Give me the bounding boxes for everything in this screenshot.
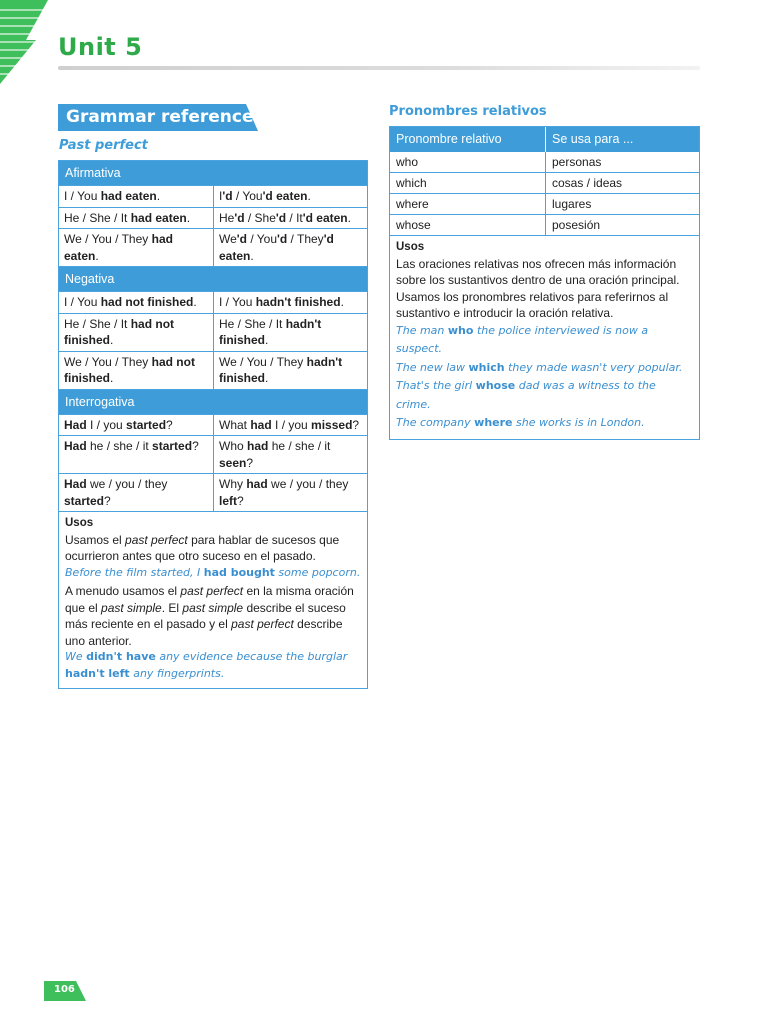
table-row (59, 474, 367, 512)
table-row (390, 152, 699, 173)
bold-text: hadn't finished (219, 354, 343, 385)
text-run: describe uno anterior. (65, 617, 343, 648)
text-run: We / You / They (219, 354, 307, 369)
table-cell: cosas / ideas (552, 176, 623, 190)
text-run: some popcorn. (274, 565, 361, 579)
table-cell: posesión (552, 218, 601, 232)
text-run: / You (232, 189, 263, 203)
past-perfect-table (58, 160, 368, 689)
text-run: she works is in London. (512, 416, 645, 429)
table-cell (214, 229, 367, 266)
text-run: . (347, 210, 351, 225)
text-run: . (193, 295, 197, 309)
text-run: dad was a witness to the crime. (396, 379, 656, 411)
table-cell (214, 352, 367, 389)
bold-text: had not finished (64, 316, 175, 347)
table-cell (59, 415, 214, 436)
table-cell: who (390, 152, 546, 172)
bold-text: seen (219, 455, 247, 470)
text-run: we / you / they (86, 477, 168, 491)
text-run: The new law (396, 360, 469, 374)
text-run: any evidence because the burglar (155, 650, 348, 663)
unit-title: Unit 5 (58, 33, 143, 61)
table-cell (59, 314, 214, 351)
text-run: We / You / They (64, 354, 152, 369)
bold-text: started (152, 439, 193, 453)
example-sentence (396, 377, 693, 414)
page-number: 106 (54, 984, 75, 995)
bold-text: started (126, 417, 167, 432)
bold-text: had eaten (130, 210, 187, 225)
bold-text: hadn't finished (255, 295, 341, 309)
bold-text: left (219, 493, 237, 508)
table-cell (59, 208, 214, 229)
text-run: A menudo usamos el (65, 584, 181, 598)
table-cell: whose (390, 215, 546, 235)
bold-text: who (447, 323, 474, 337)
italic-text: past simple (182, 600, 244, 615)
table-cell: lugares (552, 197, 592, 211)
table-row (59, 186, 367, 208)
bold-text: hadn't left (65, 666, 130, 680)
table-cell (214, 292, 367, 313)
text-run: I / you (86, 417, 127, 432)
table-cell (214, 436, 367, 473)
past-perfect-subtitle: Past perfect (59, 138, 148, 153)
table-cell (214, 415, 367, 436)
table-row (59, 314, 367, 352)
text-run: . (186, 210, 191, 225)
bold-text: Had (64, 477, 87, 491)
usos-box (390, 236, 699, 439)
text-run: . (250, 248, 254, 263)
text-run: ? (166, 417, 173, 432)
text-run: / It (286, 210, 303, 225)
text-run: he / she / it (268, 439, 331, 453)
text-run: ? (352, 417, 360, 432)
text-run: I / You (219, 295, 256, 309)
example-sentence (396, 414, 693, 433)
text-run: . (95, 248, 99, 263)
usage-paragraph (65, 532, 361, 565)
bold-text: started (64, 493, 105, 508)
text-run: Who (219, 439, 248, 453)
text-run: I / You (64, 189, 101, 203)
bold-text: had (246, 477, 268, 491)
text-run: / You (246, 232, 278, 246)
bold-text: had eaten (100, 189, 157, 203)
header-divider (58, 66, 700, 70)
table-row (390, 215, 699, 236)
table-row (390, 194, 699, 215)
text-run: en la misma oración que el (65, 584, 354, 615)
text-run: I / You (64, 295, 101, 309)
bold-text: 'd eaten (262, 189, 308, 203)
table-cell (59, 186, 214, 207)
text-run: I (219, 189, 223, 203)
text-run: the police interviewed is now a suspect. (396, 323, 649, 355)
usos-title: Usos (396, 241, 425, 253)
grammar-reference-title: Grammar reference (66, 107, 254, 127)
bold-text: 'd (275, 210, 287, 225)
italic-text: past perfect (125, 532, 188, 547)
text-run: he / she / it (86, 439, 153, 453)
bold-text: which (468, 360, 505, 374)
bold-text: hadn't finished (219, 316, 322, 347)
bold-text: 'd (236, 232, 247, 246)
bold-text: had eaten (64, 232, 173, 263)
text-run: I / you (271, 417, 312, 432)
relative-pronouns-title: Pronombres relativos (389, 104, 547, 119)
table-header-row (390, 127, 699, 152)
usage-paragraph (65, 583, 361, 649)
bold-text: missed (311, 417, 353, 432)
bold-text: 'd (222, 189, 233, 203)
text-run: Usamos el (65, 532, 126, 547)
column-header: Pronombre relativo (390, 127, 546, 152)
text-run: ? (104, 493, 111, 508)
bold-text: had (247, 439, 269, 453)
text-run: ? (237, 493, 244, 508)
bold-text: had (250, 417, 272, 432)
table-cell (214, 186, 367, 207)
table-cell (214, 314, 367, 351)
text-run: Why (219, 477, 247, 491)
example-sentence (396, 359, 693, 378)
bold-text: where (474, 416, 513, 429)
text-run: He / She / It (219, 316, 286, 331)
text-run: . (110, 333, 114, 347)
example-sentence (65, 565, 361, 582)
text-run: The man (396, 323, 448, 337)
text-run: We / You / They (64, 232, 152, 246)
bold-text: had not finished (100, 295, 194, 309)
table-row (59, 415, 367, 437)
text-run: . (307, 189, 311, 203)
example-sentence (65, 649, 361, 682)
text-run: We (219, 232, 237, 246)
usos-title: Usos (65, 517, 94, 529)
text-run: He / She / It (64, 316, 131, 331)
table-cell (59, 352, 214, 389)
table-cell (59, 292, 214, 313)
italic-text: past perfect (231, 617, 294, 631)
text-run: . (156, 189, 161, 203)
bold-text: whose (475, 379, 516, 392)
table-row (59, 292, 367, 314)
text-run: That's the girl (396, 379, 476, 392)
table-row (59, 229, 367, 267)
section-header-negativa: Negativa (59, 267, 367, 292)
text-run: / She (244, 210, 276, 225)
section-header-interrogativa: Interrogativa (59, 390, 367, 415)
table-cell: where (390, 194, 546, 214)
text-run: . El (161, 600, 183, 615)
table-cell: which (390, 173, 546, 193)
text-run: ? (246, 455, 254, 470)
table-row (390, 173, 699, 194)
text-run: . (265, 371, 269, 385)
italic-text: past perfect (180, 584, 244, 598)
text-run: any fingerprints. (129, 666, 225, 680)
text-run: What (219, 417, 251, 432)
table-cell (214, 208, 367, 229)
bold-text: 'd eaten (302, 210, 348, 225)
bold-text: 'd eaten (219, 232, 334, 263)
text-run: we / you / they (267, 477, 349, 491)
text-run: He (219, 210, 235, 225)
bold-text: had bought (203, 565, 275, 579)
bold-text: Had (64, 439, 87, 453)
bold-text: didn't have (86, 650, 156, 663)
example-sentence (396, 322, 693, 359)
text-run: The company (396, 416, 475, 429)
text-run: describe el suceso más reciente en el pasado y el (65, 600, 346, 631)
text-run: they made wasn't very popular. (504, 360, 683, 374)
text-run: ? (192, 439, 199, 453)
text-run: . (110, 371, 114, 385)
bold-text: Had (64, 417, 87, 432)
usos-box (59, 512, 367, 688)
text-run: / They (287, 232, 324, 246)
table-cell: personas (552, 155, 602, 169)
text-run: He / She / It (64, 210, 131, 225)
italic-text: past simple (101, 600, 162, 615)
section-header-afirmativa: Afirmativa (59, 161, 367, 186)
table-row (59, 352, 367, 390)
text-run: para hablar de sucesos que ocurrieron antes que otro suceso en el pasado. (65, 532, 340, 563)
text-run: We (65, 650, 87, 663)
usage-paragraph: Las oraciones relativas nos ofrecen más información sobre los sustantivos dentro de una oración principal. Usamos los pronombres relativos para referirnos al sustantivo e introducir la oración relativa. (396, 256, 680, 320)
lightning-stripes-decoration (0, 0, 48, 84)
table-cell (59, 474, 214, 511)
bold-text: 'd (277, 232, 288, 246)
text-run: . (265, 333, 269, 347)
table-row (59, 208, 367, 230)
bold-text: had not finished (64, 354, 195, 385)
bold-text: 'd (234, 210, 245, 225)
table-cell (59, 436, 214, 473)
table-row (59, 436, 367, 474)
column-header: Se usa para ... (552, 132, 634, 146)
text-run: . (340, 295, 344, 309)
text-run: Before the film started, I (65, 565, 204, 579)
table-cell (214, 474, 367, 511)
relative-pronouns-table (389, 126, 700, 440)
table-cell (59, 229, 214, 266)
